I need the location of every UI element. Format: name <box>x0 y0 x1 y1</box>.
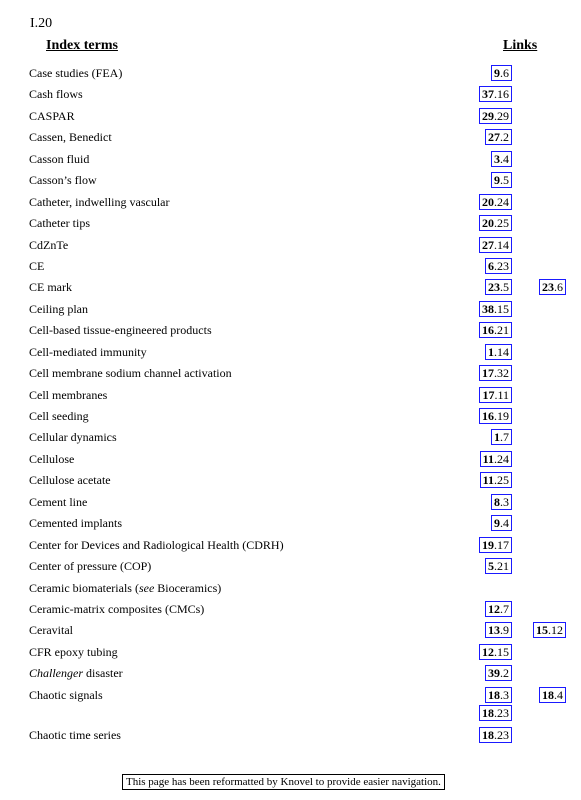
page-link[interactable]: 20.24 <box>479 194 512 210</box>
index-term: Cassen, Benedict <box>29 130 112 145</box>
index-term: Cell seeding <box>29 409 89 423</box>
index-entry <box>0 621 581 642</box>
index-entry <box>0 343 581 364</box>
index-entry <box>0 471 581 492</box>
page-link[interactable]: 29.29 <box>479 108 512 124</box>
index-entry <box>0 257 581 278</box>
index-terms-header: Index terms <box>46 38 118 53</box>
page-link[interactable]: 5.21 <box>485 558 512 574</box>
index-entry <box>0 450 581 471</box>
index-term: Cellular dynamics <box>29 430 117 445</box>
index-term: Ceiling plan <box>29 301 88 316</box>
index-term: Cell membranes <box>29 387 108 402</box>
index-term: CASPAR <box>29 108 75 123</box>
index-entry <box>0 300 581 321</box>
page-link[interactable]: 23.6 <box>539 279 566 295</box>
page-link[interactable]: 9.4 <box>491 515 512 531</box>
index-entry <box>0 643 581 664</box>
page-link[interactable]: 16.19 <box>479 408 512 424</box>
index-entry <box>0 493 581 514</box>
index-term: Casson fluid <box>29 151 90 166</box>
index-entry <box>0 664 581 685</box>
index-entry <box>0 557 581 578</box>
index-term: Ceravital <box>29 623 73 638</box>
index-entry <box>0 579 581 600</box>
index-entry <box>0 236 581 257</box>
index-term: Cell-based tissue-engineered products <box>29 323 212 338</box>
index-entry <box>0 85 581 106</box>
index-entry <box>0 107 581 128</box>
index-term: Cellulose <box>29 451 75 466</box>
index-term: Challenger disaster <box>29 666 123 681</box>
page-link[interactable]: 6.23 <box>485 258 512 274</box>
index-entry <box>0 600 581 621</box>
page-link[interactable]: 18.23 <box>479 727 512 743</box>
index-entry <box>0 364 581 385</box>
index-entry <box>0 171 581 192</box>
index-term: Chaotic time series <box>29 727 121 742</box>
knovel-footer-note: This page has been reformatted by Knovel to provide easier navigation. <box>122 774 445 790</box>
page-number: I.20 <box>30 16 53 31</box>
index-entry <box>0 214 581 235</box>
index-entry <box>0 278 581 299</box>
index-term: Cemented implants <box>29 516 122 531</box>
index-entry <box>0 321 581 342</box>
page-link[interactable]: 19.17 <box>479 537 512 553</box>
index-term: Cell-mediated immunity <box>29 344 147 359</box>
page-link[interactable]: 38.15 <box>479 301 512 317</box>
index-term: Cement line <box>29 494 88 509</box>
index-term: Ceramic-matrix composites (CMCs) <box>29 601 205 616</box>
index-term: Case studies (FEA) <box>29 66 123 80</box>
index-term: Ceramic biomaterials (see Bioceramics) <box>29 580 222 595</box>
page-link[interactable]: 37.16 <box>479 86 512 102</box>
index-term: Casson’s flow <box>29 173 97 188</box>
index-term: CE mark <box>29 280 72 295</box>
index-entry <box>0 64 581 85</box>
index-term: Cash flows <box>29 87 83 102</box>
page-link[interactable]: 20.25 <box>479 215 512 231</box>
page-link[interactable]: 3.4 <box>491 151 512 167</box>
index-term: Chaotic signals <box>29 687 103 702</box>
index-term: Cellulose acetate <box>29 473 111 488</box>
page-link[interactable]: 13.9 <box>485 622 512 638</box>
index-entry <box>0 407 581 428</box>
index-term: Catheter tips <box>29 216 90 231</box>
page-link[interactable]: 12.15 <box>479 644 512 660</box>
links-header: Links <box>503 38 538 53</box>
page-link[interactable]: 8.3 <box>491 494 512 510</box>
index-entry <box>0 726 581 747</box>
page-link[interactable]: 11.25 <box>480 472 512 488</box>
page-link[interactable]: 18.4 <box>539 687 566 703</box>
index-term: CdZnTe <box>29 237 69 252</box>
page-link[interactable]: 23.5 <box>485 279 512 295</box>
index-term: Cell membrane sodium channel activation <box>29 366 232 381</box>
page-link[interactable]: 15.12 <box>533 622 566 638</box>
index-term: Catheter, indwelling vascular <box>29 194 170 209</box>
index-entry <box>0 386 581 407</box>
index-entry <box>0 428 581 449</box>
page-link[interactable]: 27.2 <box>485 129 512 145</box>
page-link[interactable]: 39.2 <box>485 665 512 681</box>
page-link[interactable]: 17.11 <box>479 387 512 403</box>
page-link[interactable]: 9.5 <box>491 172 512 188</box>
index-term: CE <box>29 258 45 273</box>
index-entry <box>0 128 581 149</box>
page-link[interactable]: 18.3 <box>485 687 512 703</box>
index-entry <box>0 150 581 171</box>
index-entry <box>0 536 581 557</box>
page-link[interactable]: 11.24 <box>480 451 512 467</box>
page-link[interactable]: 17.32 <box>479 365 512 381</box>
index-entries <box>0 64 581 747</box>
page-link[interactable]: 12.7 <box>485 601 512 617</box>
page-link[interactable]: 1.14 <box>485 344 512 360</box>
index-term: CFR epoxy tubing <box>29 644 118 659</box>
page-link[interactable]: 27.14 <box>479 237 512 253</box>
index-term: Center of pressure (COP) <box>29 559 152 574</box>
page-link[interactable]: 18.23 <box>479 705 512 721</box>
page-link[interactable]: 1.7 <box>491 429 512 445</box>
index-entry <box>0 514 581 535</box>
index-term: Center for Devices and Radiological Health (CDRH) <box>29 537 284 552</box>
index-entry <box>0 193 581 214</box>
index-entry <box>0 686 581 726</box>
page-link[interactable]: 16.21 <box>479 322 512 338</box>
page-link[interactable]: 9.6 <box>491 65 512 81</box>
